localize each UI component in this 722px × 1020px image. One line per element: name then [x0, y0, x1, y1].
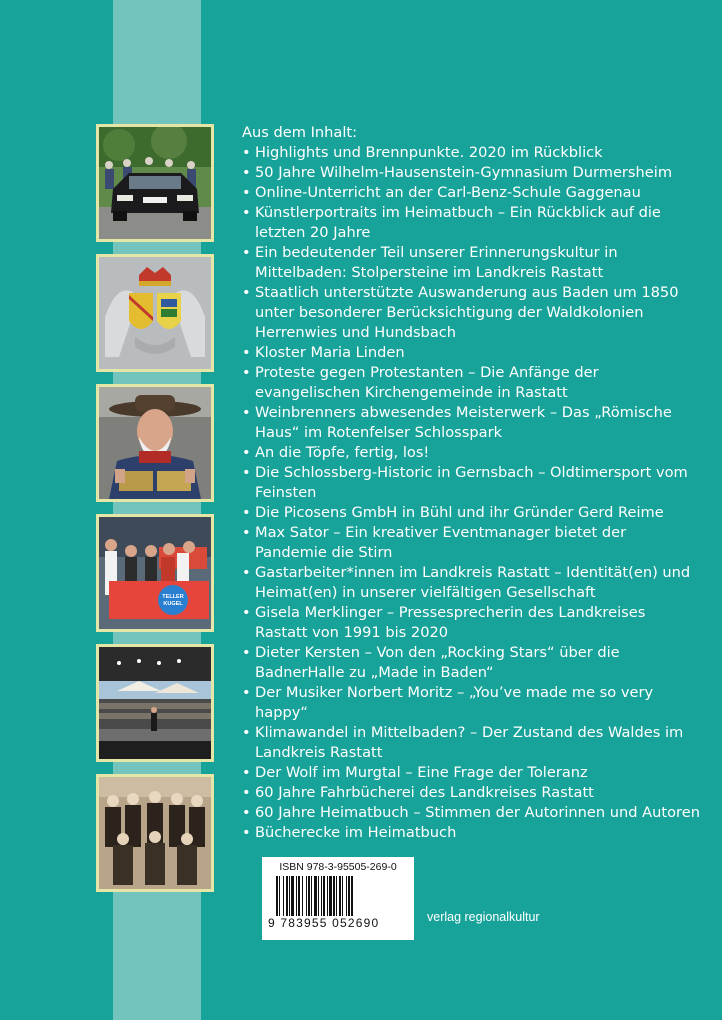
- list-item: • Die Picosens GmbH in Bühl und ihr Gründer Gerd Reime: [242, 503, 702, 523]
- photo-concert-crowd: [96, 644, 214, 762]
- list-item: • Proteste gegen Protestanten – Die Anfänge der evangelischen Kirchengemeinde in Rastatt: [242, 363, 702, 403]
- list-item: • Bücherecke im Heimatbuch: [242, 823, 702, 843]
- list-item: • Online-Unterricht an der Carl-Benz-Schule Gaggenau: [242, 183, 702, 203]
- list-item: • Max Sator – Ein kreativer Eventmanager bietet der Pandemie die Stirn: [242, 523, 702, 563]
- isbn-label: ISBN 978-3-95505-269-0: [279, 861, 397, 873]
- list-item: • Ein bedeutender Teil unserer Erinnerungskultur in Mittelbaden: Stolpersteine im Landkreis Rastatt: [242, 243, 702, 283]
- publisher-name: verlag regionalkultur: [427, 910, 540, 924]
- list-item: • An die Töpfe, fertig, los!: [242, 443, 702, 463]
- list-item: • Staatlich unterstützte Auswanderung aus Baden um 1850 unter besonderer Berücksichtigung der Waldkolonien Herrenwies und Hundsbach: [242, 283, 702, 343]
- list-item: • Kloster Maria Linden: [242, 343, 702, 363]
- table-of-contents: [242, 123, 702, 843]
- list-item: • Dieter Kersten – Von den „Rocking Stars“ über die BadnerHalle zu „Made in Baden“: [242, 643, 702, 683]
- photo-oldtimer-car: [96, 124, 214, 242]
- list-item: • Die Schlossberg-Historic in Gernsbach – Oldtimersport vom Feinsten: [242, 463, 702, 503]
- list-item: • 60 Jahre Heimatbuch – Stimmen der Autorinnen und Autoren: [242, 803, 702, 823]
- list-item: • Highlights und Brennpunkte. 2020 im Rückblick: [242, 143, 702, 163]
- photo-coat-of-arms: [96, 254, 214, 372]
- list-item: • Der Wolf im Murgtal – Eine Frage der Toleranz: [242, 763, 702, 783]
- photo-historic-group: [96, 774, 214, 892]
- photo-man-with-stolpersteine: [96, 384, 214, 502]
- list-item: • Gisela Merklinger – Pressesprecherin des Landkreises Rastatt von 1991 bis 2020: [242, 603, 702, 643]
- barcode-digits: 9 783955 052690: [268, 916, 380, 930]
- photo-cooking-show: [96, 514, 214, 632]
- list-item: • Der Musiker Norbert Moritz – „You’ve made me so very happy“: [242, 683, 702, 723]
- list-item: • Klimawandel in Mittelbaden? – Der Zustand des Waldes im Landkreis Rastatt: [242, 723, 702, 763]
- contents-heading: Aus dem Inhalt:: [242, 124, 358, 141]
- list-item: • Weinbrenners abwesendes Meisterwerk – Das „Römische Haus“ im Rotenfelser Schlosspark: [242, 403, 702, 443]
- list-item: • Gastarbeiter*innen im Landkreis Rastatt – Identität(en) und Heimat(en) in unserer vielfältigen Gesellschaft: [242, 563, 702, 603]
- isbn-barcode-box: [262, 857, 414, 940]
- barcode-icon: [274, 876, 402, 916]
- list-item: • Künstlerportraits im Heimatbuch – Ein Rückblick auf die letzten 20 Jahre: [242, 203, 702, 243]
- cooking-show-sign: TELLER: [162, 594, 184, 600]
- contents-list: [242, 143, 702, 843]
- list-item: • 60 Jahre Fahrbücherei des Landkreises Rastatt: [242, 783, 702, 803]
- svg-text:KUGEL: KUGEL: [163, 601, 183, 607]
- list-item: • 50 Jahre Wilhelm-Hausenstein-Gymnasium Durmersheim: [242, 163, 702, 183]
